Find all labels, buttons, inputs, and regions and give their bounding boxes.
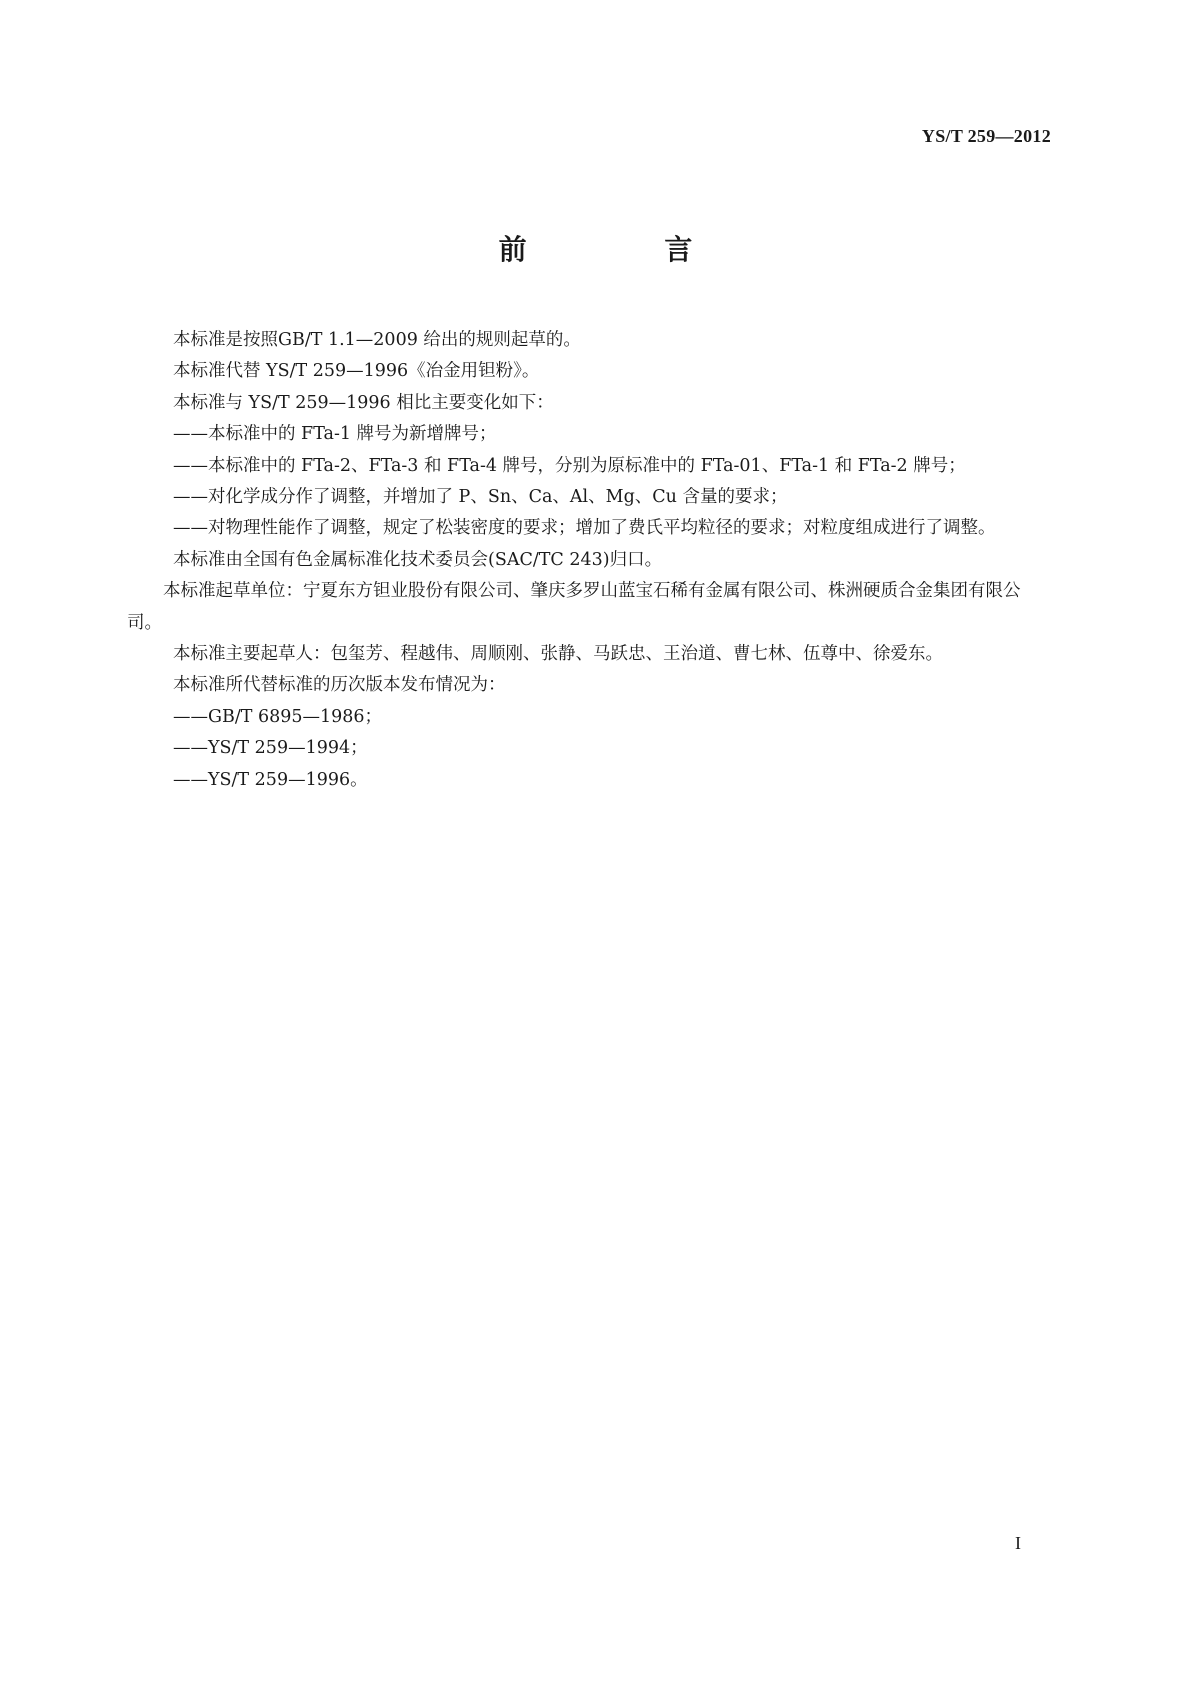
paragraph-history-intro: 本标准所代替标准的历次版本发布情况为： bbox=[173, 675, 506, 696]
paragraph-replaces: 本标准代替 YS/T 259—1996《冶金用钽粉》。 bbox=[173, 361, 540, 382]
history-item: ——GB/T 6895—1986； bbox=[173, 706, 383, 727]
paragraph-drafting-rules: 本标准是按照GB/T 1.1—2009 给出的规则起草的。 bbox=[173, 330, 581, 350]
standard-code: YS/T 259—2012 bbox=[921, 126, 1051, 146]
change-item: ——对物理性能作了调整，规定了松装密度的要求；增加了费氏平均粒径的要求；对粒度组成进行了调整。 bbox=[173, 518, 996, 539]
history-item: ——YS/T 259—1994； bbox=[173, 738, 368, 759]
page-number: I bbox=[1015, 1533, 1021, 1553]
paragraph-drafters: 本标准主要起草人：包玺芳、程越伟、周顺刚、张静、马跃忠、王治道、曹七林、伍尊中、徐爱东。 bbox=[173, 644, 943, 665]
change-item: ——本标准中的 FTa-1 牌号为新增牌号； bbox=[173, 424, 497, 445]
paragraph-drafting-units: 本标准起草单位：宁夏东方钽业股份有限公司、肇庆多罗山蓝宝石稀有金属有限公司、株洲硬质合金集团有限公司。 bbox=[127, 581, 1021, 633]
change-item: ——对化学成分作了调整，并增加了 P、Sn、Ca、Al、Mg、Cu 含量的要求； bbox=[173, 487, 788, 508]
foreword-body bbox=[127, 325, 1052, 796]
change-item: ——本标准中的 FTa-2、FTa-3 和 FTa-4 牌号，分别为原标准中的 FTa-01、FTa-1 和 FTa-2 牌号； bbox=[173, 455, 966, 476]
page-title: 前 言 bbox=[498, 233, 757, 266]
paragraph-committee: 本标准由全国有色金属标准化技术委员会(SAC/TC 243)归口。 bbox=[173, 549, 663, 570]
history-item: ——YS/T 259—1996。 bbox=[173, 769, 368, 790]
paragraph-changes-intro: 本标准与 YS/T 259—1996 相比主要变化如下： bbox=[173, 392, 554, 413]
